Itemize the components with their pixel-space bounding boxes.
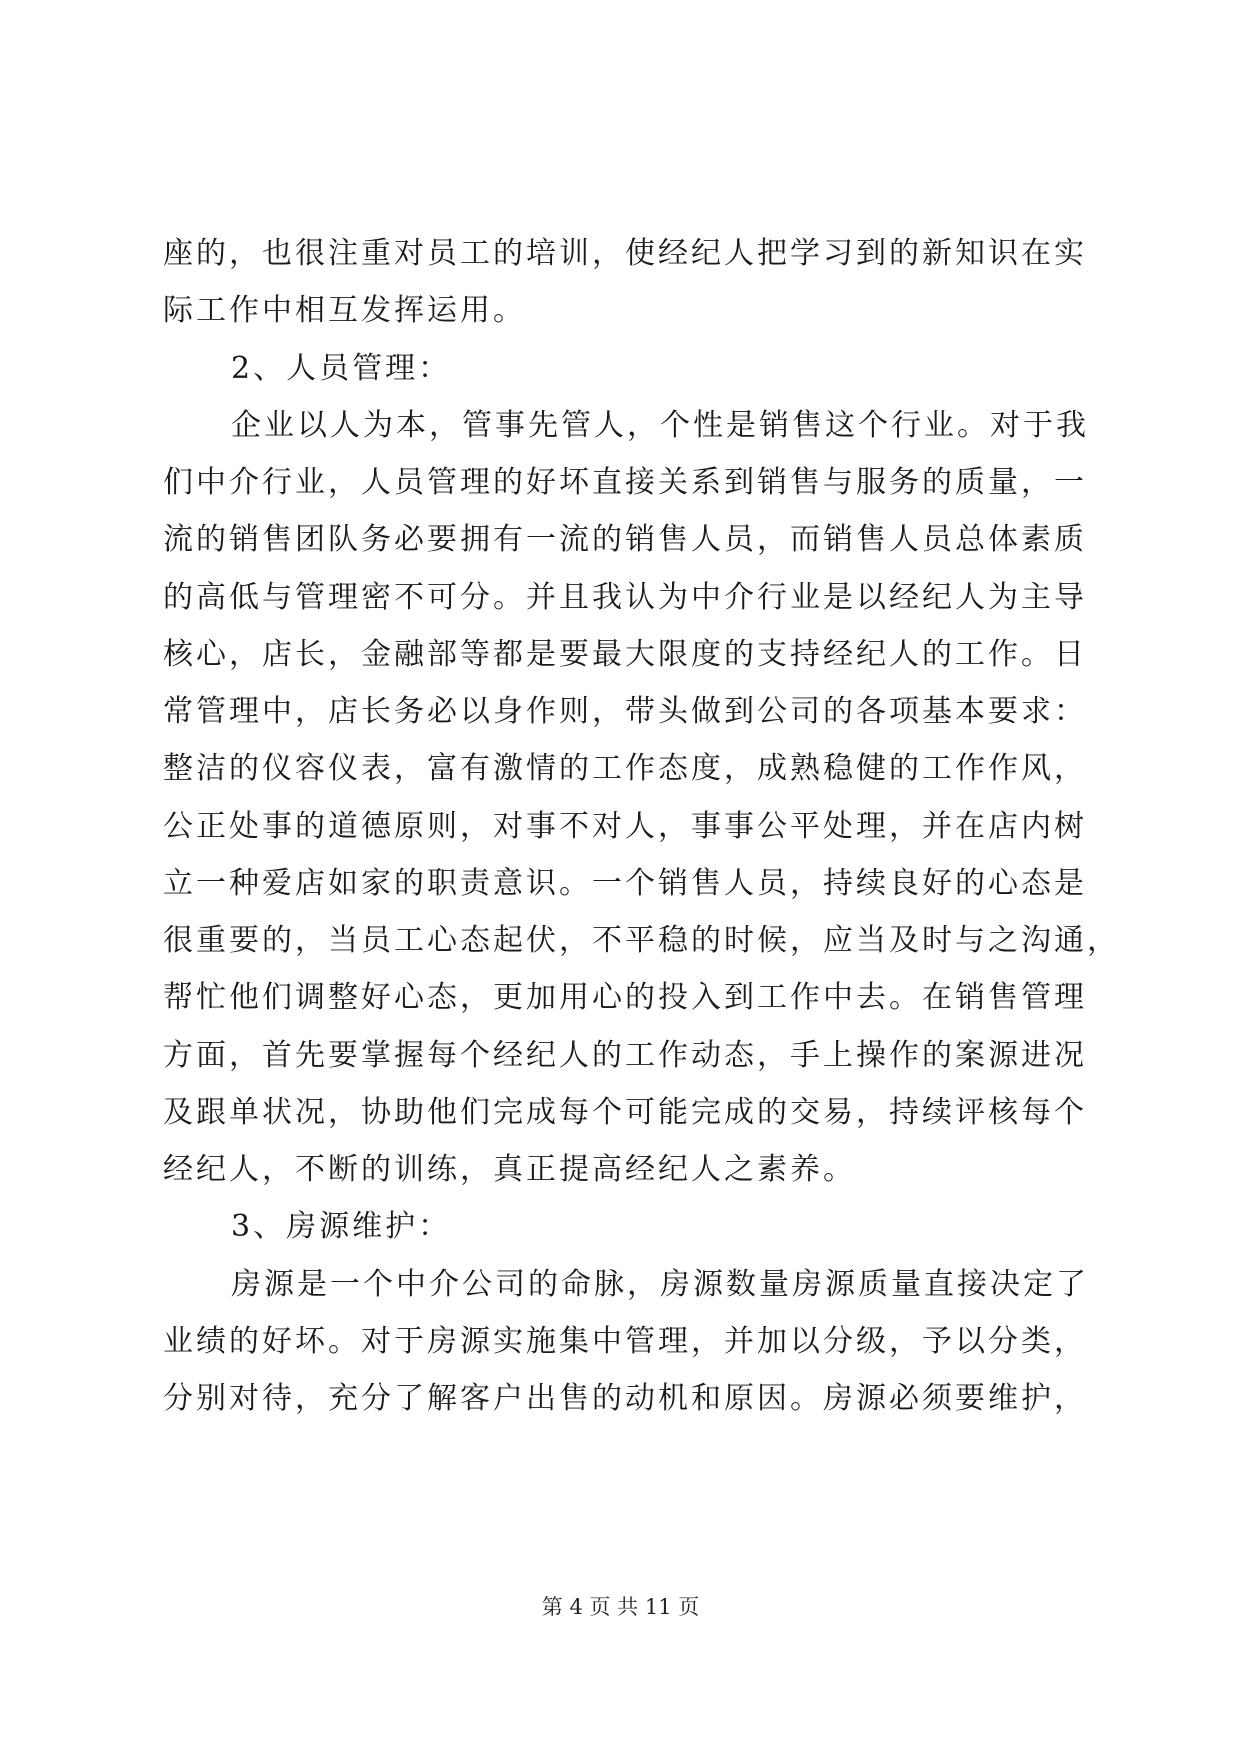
- text-line: 立一种爱店如家的职责意识。一个销售人员，持续良好的心态是: [163, 866, 1087, 901]
- text-line: 分别对待，充分了解客户出售的动机和原因。房源必须要维护，: [163, 1381, 1087, 1416]
- text-line: 经纪人，不断的训练，真正提高经纪人之素养。: [163, 1152, 856, 1187]
- text-line: 整洁的仪容仪表，富有激情的工作态度，成熟稳健的工作作风，: [163, 751, 1087, 786]
- text-line: 方面，首先要掌握每个经纪人的工作动态，手上操作的案源进况: [163, 1038, 1087, 1073]
- section-heading: 3、房源维护：: [231, 1209, 452, 1244]
- text-line: 及跟单状况，协助他们完成每个可能完成的交易，持续评核每个: [163, 1095, 1087, 1130]
- text-line: 公正处事的道德原则，对事不对人，事事公平处理，并在店内树: [163, 809, 1087, 844]
- text-line: 业绩的好坏。对于房源实施集中管理，并加以分级，予以分类，: [163, 1324, 1087, 1359]
- text-line: 座的，也很注重对员工的培训，使经纪人把学习到的新知识在实: [163, 236, 1087, 271]
- text-line: 的高低与管理密不可分。并且我认为中介行业是以经纪人为主导: [163, 580, 1087, 615]
- paragraph-first-line: 房源是一个中介公司的命脉，房源数量房源质量直接决定了: [231, 1267, 1089, 1302]
- text-line: 帮忙他们调整好心态，更加用心的投入到工作中去。在销售管理: [163, 980, 1087, 1015]
- text-line: 核心，店长，金融部等都是要最大限度的支持经纪人的工作。日: [163, 637, 1087, 672]
- section-heading: 2、人员管理：: [231, 351, 452, 386]
- text-line: 很重要的，当员工心态起伏，不平稳的时候，应当及时与之沟通，: [163, 923, 1120, 958]
- text-line: 流的销售团队务必要拥有一流的销售人员，而销售人员总体素质: [163, 522, 1087, 557]
- text-line: 常管理中，店长务必以身作则，带头做到公司的各项基本要求：: [163, 694, 1087, 729]
- text-line: 们中介行业，人员管理的好坏直接关系到销售与服务的质量，一: [163, 465, 1087, 500]
- page-number-footer: 第 4 页 共 11 页: [541, 1595, 700, 1619]
- text-line: 际工作中相互发挥运用。: [163, 293, 526, 328]
- paragraph-first-line: 企业以人为本，管事先管人，个性是销售这个行业。对于我: [231, 408, 1089, 443]
